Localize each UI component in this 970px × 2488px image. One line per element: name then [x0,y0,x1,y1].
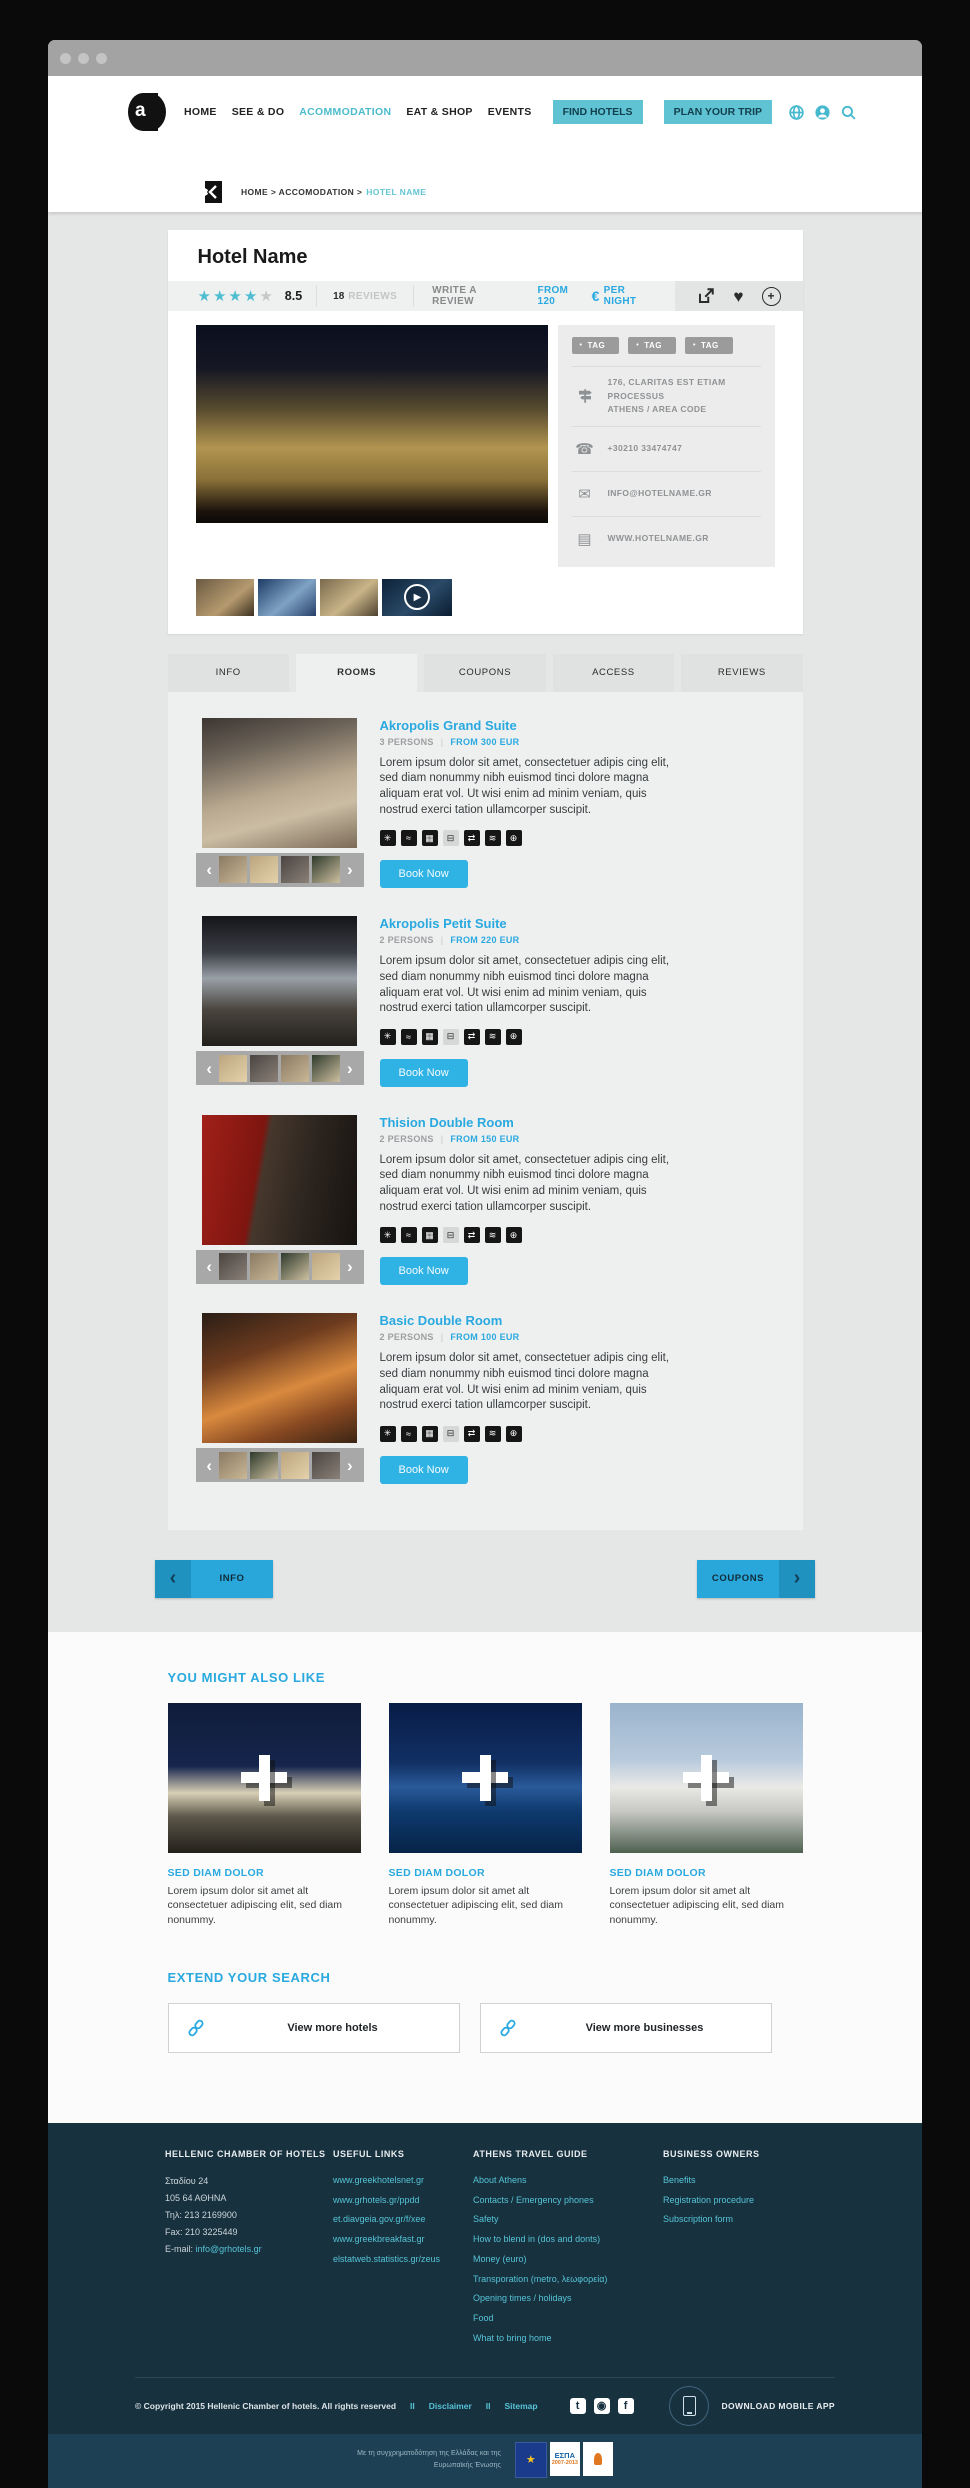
footer-phone-line: Τηλ: 213 2169900 [165,2210,237,2221]
footer-link[interactable]: www.grhotels.gr/ppdd [333,2194,420,2205]
view-more-hotels-button[interactable] [168,2003,460,2053]
footer-link[interactable]: Contacts / Emergency phones [473,2194,594,2205]
room-price: FROM 300 EUR [450,736,520,747]
facebook-icon[interactable]: f [618,2398,634,2414]
garden-icon: ✳ [380,1029,396,1045]
download-app[interactable] [669,2386,835,2426]
site-logo[interactable] [128,93,166,131]
back-icon[interactable] [205,181,225,203]
prev-tab-label: INFO [191,1560,273,1598]
carousel-prev-icon[interactable]: ‹ [206,860,212,880]
footer-link[interactable]: Safety [473,2214,499,2225]
footer-link[interactable]: Transporation (metro, λεωφορεία) [473,2273,608,2284]
next-tab-button[interactable] [697,1560,815,1598]
room-name[interactable]: Basic Double Room [379,1313,503,1329]
star-rating [198,289,275,304]
browser-window [48,40,922,2488]
social-icons [570,2398,634,2414]
room-name[interactable]: Akropolis Petit Suite [379,916,507,932]
garden-icon: ✳ [380,1227,396,1243]
download-app-label: DOWNLOAD MOBILE APP [721,2400,835,2411]
carousel-next-icon[interactable]: › [347,1257,353,1277]
balcony-icon: ▦ [422,1227,438,1243]
address-row [572,367,761,427]
tab-reviews[interactable]: REVIEWS [681,654,802,692]
room-description: Lorem ipsum dolor sit amet, consectetuer adipis cing elit, sed diam nonummy nibh euismod tinci dolore magna aliquam erat vol. Ut wisi enim ad minim veniam, quis nostrud exerci tation ullamcorper suscipit. [379,1153,670,1213]
nav-item-see-do[interactable]: SEE & DO [231,106,285,118]
tag-dot-icon: • [636,342,640,349]
room-details [380,718,680,889]
extend-search-buttons [168,2003,803,2053]
room-name[interactable]: Akropolis Grand Suite [379,717,517,733]
price-per: PER NIGHT [603,285,637,307]
plus-glyph: + [762,287,781,306]
funding-text: Με τη συγχρηματοδότηση της Ελλάδας και της Ευρωπαϊκής Ένωσης [357,2450,501,2469]
suggestion-title[interactable]: SED DIAM DOLOR [167,1866,264,1879]
find-hotels-button[interactable]: FIND HOTELS [553,100,643,124]
nav-item-accommodation[interactable]: ACOMMODATION [299,106,392,118]
www-icon: ⊕ [506,830,522,846]
balcony-icon: ▦ [422,830,438,846]
room-listing [188,718,783,889]
website-card-icon: ▤ [577,530,592,548]
rating-bar [168,281,803,311]
hotel-email[interactable]: INFO@HOTELNAME.GR [607,487,712,498]
room-photo-thumb[interactable] [250,1253,278,1280]
nav-icons [788,104,857,121]
suggestion-card [168,1703,361,1928]
single-bed-icon: ⊟ [443,1227,459,1243]
suggestion-text: Lorem ipsum dolor sit amet alt consectetuer adipiscing elit, sed diam nonummy. [167,1884,343,1927]
breadcrumb-path[interactable]: HOME > ACCOMODATION > [241,187,363,197]
star-icon: ★ [212,287,229,305]
suggestion-photo[interactable] [610,1703,803,1853]
footer-link[interactable]: Benefits [663,2174,696,2185]
gallery-thumbnail[interactable] [196,579,254,616]
room-persons: 2 PERSONS [379,1133,434,1144]
meta-divider: | [440,1133,444,1144]
book-now-button[interactable]: Book Now [380,1257,468,1285]
heart-glyph: ♥ [733,286,744,306]
footer-contact-column [165,2149,333,2351]
room-details [380,1115,680,1286]
room-photo[interactable] [202,1313,357,1443]
footer-columns [165,2149,805,2351]
view-more-businesses-button[interactable] [480,2003,772,2053]
breadcrumb-current: HOTEL NAME [366,187,427,197]
window-dot[interactable] [78,53,89,64]
share-icon[interactable] [697,287,715,305]
footer-heading: HELLENIC CHAMBER OF HOTELS [165,2148,326,2159]
carousel-prev-icon[interactable]: ‹ [206,1455,212,1475]
hotel-tags [572,337,761,367]
room-photo[interactable] [202,916,357,1046]
room-price: FROM 150 EUR [450,1133,520,1144]
hotel-website[interactable]: WWW.HOTELNAME.GR [607,532,709,543]
room-photo-thumb[interactable] [219,1452,247,1479]
carousel-next-icon[interactable]: › [347,860,353,880]
euro-icon: € [591,288,600,304]
user-account-icon[interactable] [814,104,831,121]
play-icon: ▶ [382,579,452,616]
room-amenities [380,1426,680,1442]
room-meta [380,737,680,747]
room-photo-thumb[interactable] [250,1452,278,1479]
prev-tab-button[interactable] [155,1560,273,1598]
tag-label: TAG [587,341,606,350]
pool-icon: ≈ [401,1426,417,1442]
eu-flag-logo: ★ [515,2442,547,2478]
price-per-night [538,281,676,311]
footer-link[interactable]: et.diavgeia.gov.gr/f/xee [333,2214,426,2225]
mobile-phone-icon [669,2386,709,2426]
breadcrumb [48,172,922,212]
room-persons: 3 PERSONS [379,736,434,747]
funding-logos [515,2442,613,2478]
tag-pill[interactable] [628,337,676,354]
hotel-card [168,230,803,634]
www-icon: ⊕ [506,1227,522,1243]
site-header [48,76,922,212]
star-icon: ★ [197,287,213,305]
hotel-phone[interactable]: +30210 33474747 [607,442,683,453]
tab-pager [155,1560,815,1598]
pool-icon: ≈ [401,1227,417,1243]
wifi-icon: ≋ [485,1426,501,1442]
room-persons: 2 PERSONS [379,1332,434,1343]
nav-item-eat-shop[interactable]: EAT & SHOP [406,106,473,118]
carousel-prev-icon[interactable]: ‹ [206,1257,212,1277]
email-label: E-mail: [165,2244,196,2255]
view-more-hotels-label: View more hotels [287,2021,378,2034]
suggestions-section [48,1632,922,2123]
also-like-cards [168,1703,803,1928]
wifi-icon: ≋ [485,1029,501,1045]
language-globe-icon[interactable] [788,104,805,121]
room-media [196,718,364,889]
meta-divider: | [440,1332,444,1343]
tab-access[interactable]: ACCESS [553,654,674,692]
sitemap-link[interactable]: Sitemap [504,2400,538,2411]
room-media [196,916,364,1087]
footer-fax-line: Fax: 210 3225449 [165,2227,238,2238]
phone-row [572,427,761,472]
meta-divider: | [440,935,444,946]
address-line2: ATHENS / AREA CODE [607,404,707,415]
room-photo-thumb[interactable] [312,1452,340,1479]
write-review-button[interactable]: WRITE A REVIEW [432,285,477,307]
transfer-icon: ⇄ [464,1227,480,1243]
footer-email-line [165,2241,333,2258]
reviews-label: REVIEWS [348,290,398,302]
rating-score: 8.5 [284,289,303,303]
chevron-right-icon: › [779,1560,815,1598]
wifi-icon: ≋ [485,1227,501,1243]
chevron-left-icon: ‹ [155,1560,191,1598]
tag-label: TAG [644,341,662,350]
suggestion-text: Lorem ipsum dolor sit amet alt consectetuer adipiscing elit, sed diam nonummy. [388,1884,564,1927]
nav-item-events[interactable]: EVENTS [487,106,532,118]
search-icon[interactable] [840,104,857,121]
star-empty-icon: ★ [259,287,275,305]
room-photo-thumb[interactable] [281,1452,309,1479]
window-dot[interactable] [60,53,71,64]
tag-dot-icon: • [579,342,583,349]
hotel-main-photo[interactable] [196,325,548,523]
plus-overlay-icon [389,1703,582,1853]
single-bed-icon: ⊟ [443,1426,459,1442]
eu-funding-bar [48,2434,922,2488]
www-icon: ⊕ [506,1029,522,1045]
hotel-info-panel [558,325,775,567]
gallery-thumbnails [168,573,803,634]
copyright-text: © Copyright 2015 Hellenic Chamber of hotels. All rights reserved [135,2400,397,2411]
balcony-icon: ▦ [422,1426,438,1442]
room-meta [380,1332,680,1342]
favorite-heart-icon[interactable] [733,288,743,305]
footer-heading: BUSINESS OWNERS [663,2148,760,2159]
footer-link[interactable]: What to bring home [473,2332,552,2343]
tab-info[interactable]: INFO [168,654,289,692]
room-photo-carousel [196,1051,364,1085]
plus-overlay-icon [610,1703,803,1853]
hotel-photo-section [168,311,803,573]
site-footer [48,2123,922,2488]
room-meta [380,935,680,945]
footer-link[interactable]: elstatweb.statistics.gr/zeus [333,2253,441,2264]
tag-pill[interactable] [572,337,620,354]
www-icon: ⊕ [506,1426,522,1442]
logo-crescent [150,93,166,131]
room-description: Lorem ipsum dolor sit amet, consectetuer adipis cing elit, sed diam nonummy nibh euismod tinci dolore magna aliquam erat vol. Ut wisi enim ad minim veniam, quis nostrud exerci tation ullamcorper suscipit. [379,955,670,1015]
room-photo-thumb[interactable] [281,1055,309,1082]
balcony-icon: ▦ [422,1029,438,1045]
room-photo-thumb[interactable] [312,1055,340,1082]
room-photo-carousel [196,853,364,887]
room-details [380,916,680,1087]
plan-your-trip-button[interactable]: PLAN YOUR TRIP [664,100,772,124]
price-from: FROM 120 [537,285,569,307]
nav-item-home[interactable]: HOME [184,106,217,118]
room-photo-thumb[interactable] [219,1055,247,1082]
disclaimer-link[interactable]: Disclaimer [428,2400,472,2411]
footer-useful-links-column [333,2149,473,2351]
footer-link[interactable]: Registration procedure [663,2194,755,2205]
rooms-panel [168,692,803,1530]
room-amenities [380,1227,680,1243]
phone-icon: ☎ [575,440,594,458]
footer-bottom-bar [135,2377,835,2434]
room-amenities [380,1029,680,1045]
suggestion-title[interactable]: SED DIAM DOLOR [609,1866,706,1879]
suggestion-card [389,1703,582,1928]
carousel-prev-icon[interactable]: ‹ [206,1058,212,1078]
logo-mark: a [128,93,158,131]
room-photo[interactable] [202,1115,357,1245]
carousel-next-icon[interactable]: › [347,1058,353,1078]
tag-label: TAG [700,341,719,350]
chain-link-icon [497,2017,519,2039]
room-name[interactable]: Thision Double Room [379,1114,514,1130]
also-like-title: YOU MIGHT ALSO LIKE [167,1669,326,1685]
instagram-icon[interactable]: ◉ [594,2398,610,2414]
website-row [572,517,761,561]
footer-link[interactable]: Opening times / holidays [473,2293,572,2304]
tab-rooms[interactable]: ROOMS [296,654,417,692]
mail-icon: ✉ [578,485,591,503]
separator: II [410,2400,415,2411]
tag-dot-icon: • [693,342,696,349]
garden-icon: ✳ [380,1426,396,1442]
room-photo-carousel [196,1250,364,1284]
footer-link[interactable]: Subscription form [663,2214,734,2225]
footer-address-line: 105 64 ΑΘΗΝΑ [165,2192,227,2203]
room-photo-thumb[interactable] [250,1055,278,1082]
room-amenities [380,830,680,846]
footer-business-owners-column [663,2149,803,2351]
room-photo-thumb[interactable] [312,1253,340,1280]
nav-menu [184,100,772,124]
twitter-icon[interactable]: t [570,2398,586,2414]
add-to-list-icon[interactable] [762,287,781,306]
next-tab-label: COUPONS [697,1560,779,1598]
room-photo-thumb[interactable] [219,856,247,883]
room-price: FROM 100 EUR [450,1332,520,1343]
view-more-businesses-label: View more businesses [585,2021,704,2034]
suggestion-title[interactable]: SED DIAM DOLOR [388,1866,485,1879]
footer-link[interactable]: How to blend in (dos and donts) [473,2234,601,2245]
gallery-thumbnail[interactable] [258,579,316,616]
gallery-thumbnail[interactable] [320,579,378,616]
room-media [196,1313,364,1484]
room-meta [380,1134,680,1144]
footer-heading: USEFUL LINKS [333,2148,405,2159]
email-row [572,472,761,517]
wifi-icon: ≋ [485,830,501,846]
room-media [196,1115,364,1286]
window-dot[interactable] [96,53,107,64]
transfer-icon: ⇄ [464,830,480,846]
footer-link[interactable]: www.greekhotelsnet.gr [333,2174,425,2185]
hotel-actions [675,281,802,311]
suggestion-text: Lorem ipsum dolor sit amet alt consectetuer adipiscing elit, sed diam nonummy. [609,1884,785,1927]
hotel-address [608,376,759,417]
star-icon: ★ [228,287,244,305]
room-description: Lorem ipsum dolor sit amet, consectetuer adipis cing elit, sed diam nonummy nibh euismod tinci dolore magna aliquam erat vol. Ut wisi enim ad minim veniam, quis nostrud exerci tation ullamcorper suscipit. [379,1352,670,1412]
hotel-name-title: Hotel Name [197,246,308,268]
meta-divider: | [440,736,444,747]
footer-link[interactable]: www.greekbreakfast.gr [333,2234,425,2245]
main-nav [48,76,922,148]
room-photo-thumb[interactable] [281,1253,309,1280]
suggestion-card [610,1703,803,1928]
room-description: Lorem ipsum dolor sit amet, consectetuer adipis cing elit, sed diam nonummy nibh euismod tinci dolore magna aliquam erat vol. Ut wisi enim ad minim veniam, quis nostrud exerci tation ullamcorper suscipit. [379,756,670,816]
room-photo[interactable] [202,718,357,848]
room-details [380,1313,680,1484]
room-photo-carousel [196,1448,364,1482]
single-bed-icon: ⊟ [443,1029,459,1045]
pool-icon: ≈ [401,830,417,846]
transfer-icon: ⇄ [464,1029,480,1045]
star-icon: ★ [243,287,260,305]
garden-icon: ✳ [380,830,396,846]
programme-logo [583,2442,613,2476]
transfer-icon: ⇄ [464,1426,480,1442]
room-photo-thumb[interactable] [219,1253,247,1280]
hotel-tabs [168,654,803,692]
plus-overlay-icon [168,1703,361,1853]
footer-travel-guide-column [473,2149,663,2351]
carousel-next-icon[interactable]: › [347,1455,353,1475]
room-listing [188,916,783,1087]
suggestion-photo[interactable] [389,1703,582,1853]
room-photo-thumb[interactable] [281,856,309,883]
reviews-number: 18 [333,290,345,302]
extend-search-title: EXTEND YOUR SEARCH [167,1969,331,1985]
room-listing [188,1115,783,1286]
pool-icon: ≈ [401,1029,417,1045]
single-bed-icon: ⊟ [443,830,459,846]
room-photo-thumb[interactable] [250,856,278,883]
footer-link[interactable]: About Athens [473,2174,527,2185]
footer-link[interactable]: Food [473,2313,494,2324]
footer-link[interactable]: Money (euro) [473,2253,527,2264]
tab-coupons[interactable]: COUPONS [424,654,545,692]
book-now-button[interactable]: Book Now [380,1059,468,1087]
separator: II [485,2400,491,2411]
tag-pill[interactable] [685,337,733,354]
footer-heading: ATHENS TRAVEL GUIDE [473,2148,588,2159]
footer-address-line: Σταδίου 24 [165,2175,209,2186]
espa-logo: ΕΣΠΑ 2007-2013 [550,2442,580,2476]
room-listing [188,1313,783,1484]
suggestion-photo[interactable] [168,1703,361,1853]
book-now-button[interactable]: Book Now [380,860,468,888]
browser-titlebar [48,40,922,76]
room-persons: 2 PERSONS [379,935,434,946]
page-content [48,212,922,1632]
chain-link-icon [185,2017,207,2039]
room-price: FROM 220 EUR [450,935,520,946]
room-photo-thumb[interactable] [312,856,340,883]
rating-stars-group [168,281,317,311]
footer-email-link[interactable]: info@grhotels.gr [195,2244,262,2255]
book-now-button[interactable]: Book Now [380,1456,468,1484]
reviews-count[interactable] [317,281,413,311]
gallery-video-thumbnail[interactable] [382,579,452,616]
signpost-icon [574,387,596,405]
address-line1: 176, CLARITAS EST ETIAM PROCESSUS [607,377,726,401]
